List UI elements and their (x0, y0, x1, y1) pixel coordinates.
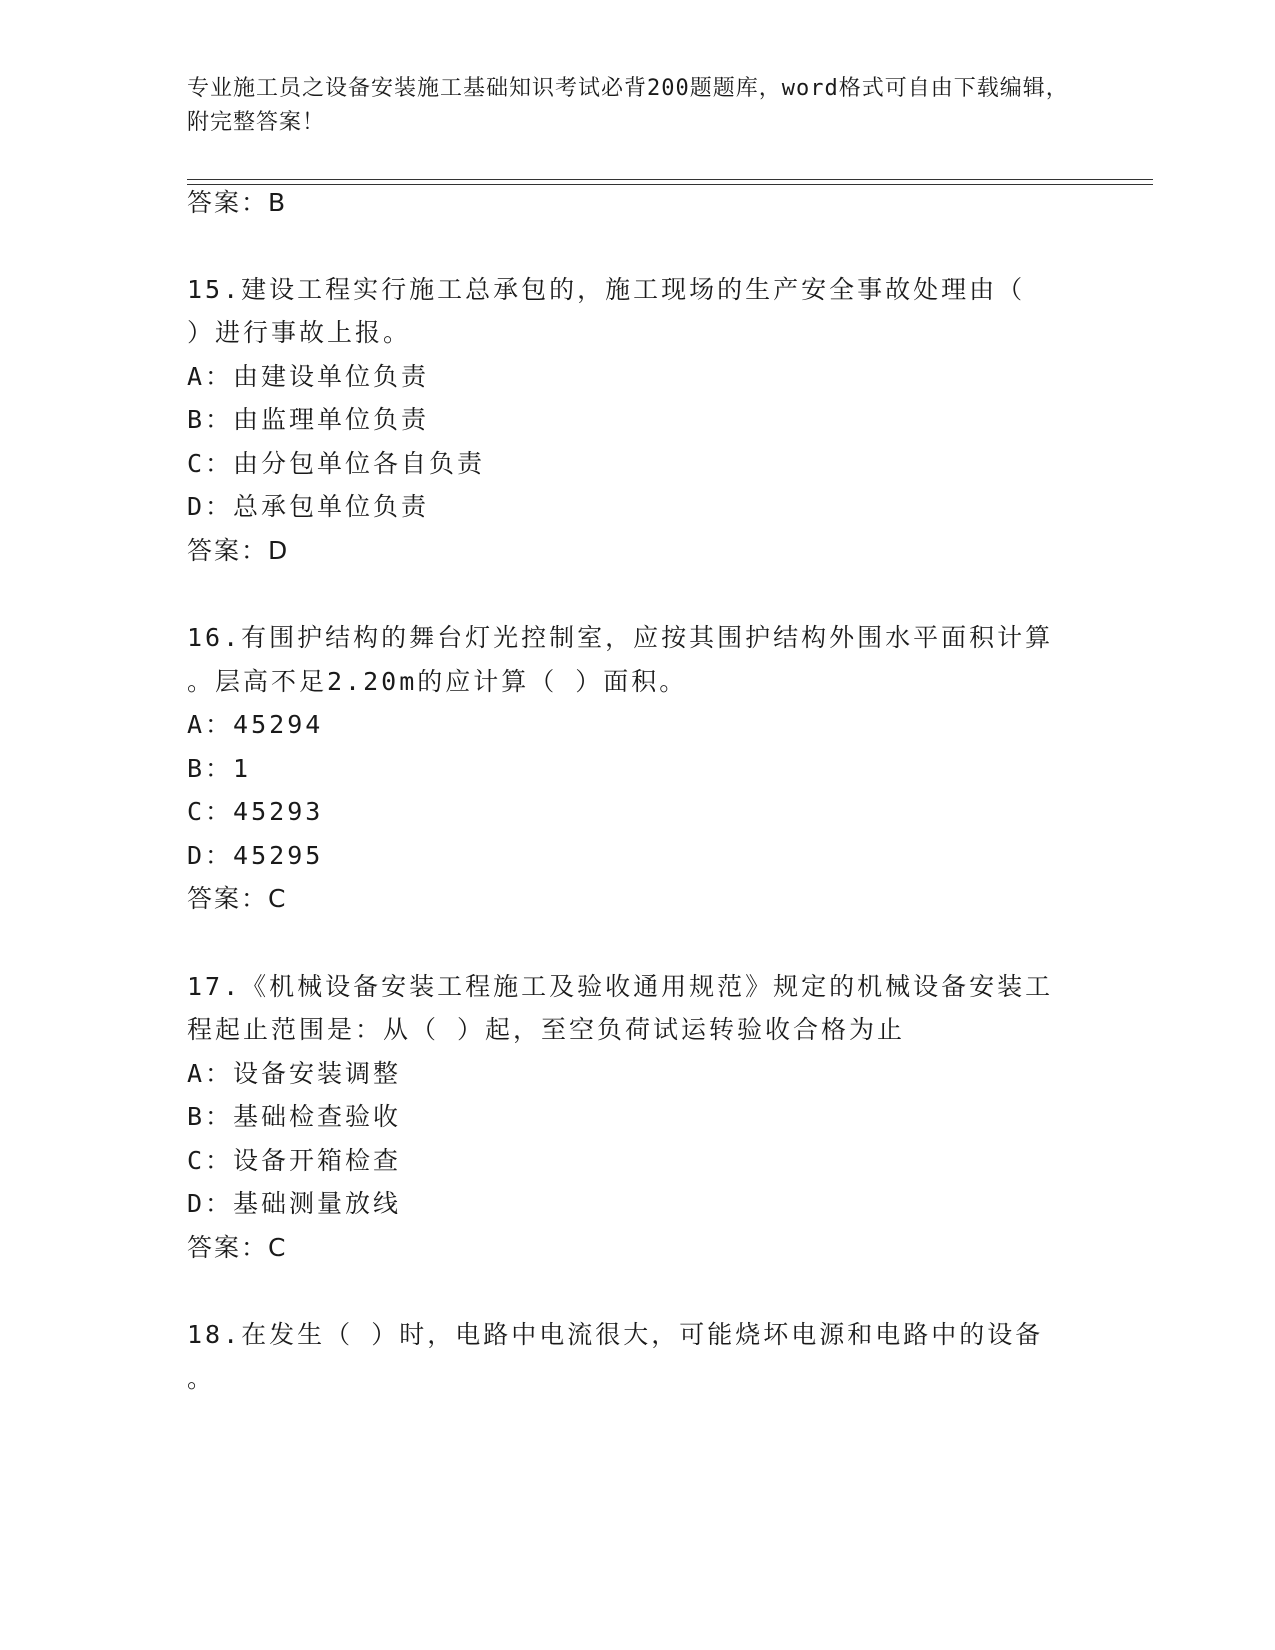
header-divider-bottom (187, 184, 1153, 185)
question-16-line-1: 16.有围护结构的舞台灯光控制室，应按其围护结构外围水平面积计算 (187, 623, 1054, 652)
question-16-option-d: D：45295 (187, 841, 324, 870)
question-16-option-a: A：45294 (187, 710, 324, 739)
answer-14: 答案：B (187, 188, 288, 217)
question-16-option-c: C：45293 (187, 797, 324, 826)
question-15-option-c: C：由分包单位各自负责 (187, 449, 486, 478)
question-17-line-2: 程起止范围是：从（ ）起，至空负荷试运转验收合格为止 (187, 1015, 906, 1044)
question-17-option-a: A：设备安装调整 (187, 1059, 402, 1088)
answer-16: 答案：C (187, 884, 288, 913)
question-17-option-c: C：设备开箱检查 (187, 1146, 402, 1175)
question-15-line-1: 15.建设工程实行施工总承包的，施工现场的生产安全事故处理由（ (187, 275, 1026, 304)
header-divider-top (187, 179, 1153, 180)
question-15-option-d: D：总承包单位负责 (187, 492, 430, 521)
question-15-line-2: ）进行事故上报。 (187, 318, 412, 347)
question-16-line-2: 。层高不足2.20m的应计算（ ）面积。 (187, 667, 688, 696)
question-17-option-b: B：基础检查验收 (187, 1102, 402, 1131)
question-15-option-a: A：由建设单位负责 (187, 362, 430, 391)
answer-17: 答案：C (187, 1233, 288, 1262)
question-17-option-d: D：基础测量放线 (187, 1189, 402, 1218)
document-header: 专业施工员之设备安装施工基础知识考试必背200题题库，word格式可自由下载编辑，附完整答案！ (187, 76, 1069, 135)
answer-15: 答案：D (187, 536, 290, 565)
question-17-line-1: 17.《机械设备安装工程施工及验收通用规范》规定的机械设备安装工 (187, 972, 1054, 1001)
question-15-option-b: B：由监理单位负责 (187, 405, 430, 434)
question-16-option-b: B：1 (187, 754, 252, 783)
question-18-line-2: 。 (187, 1364, 216, 1393)
question-18-line-1: 18.在发生（ ）时，电路中电流很大，可能烧坏电源和电路中的设备 (187, 1320, 1044, 1349)
